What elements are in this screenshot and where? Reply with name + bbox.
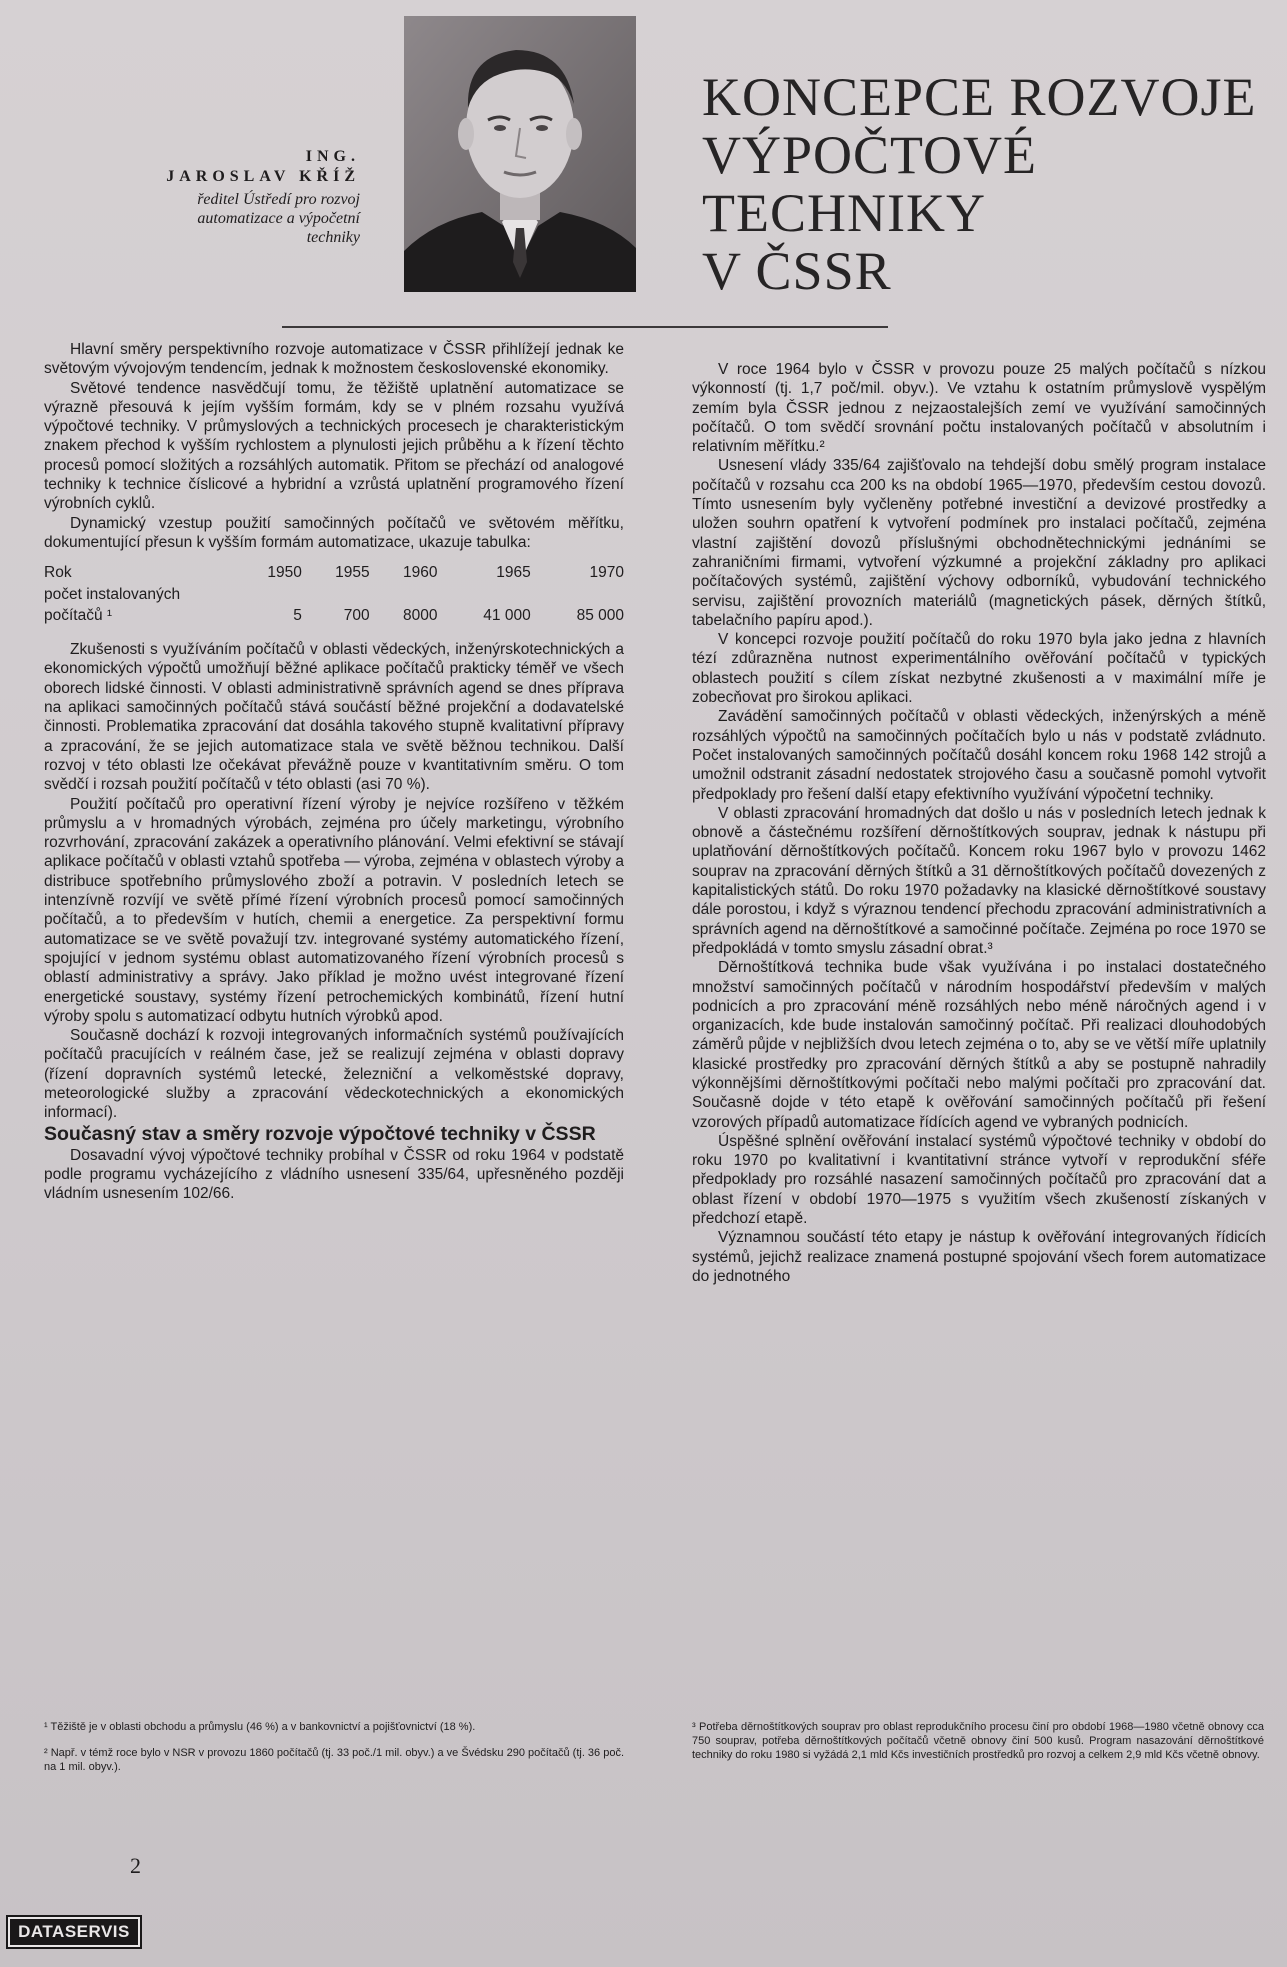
table-cell: 1965 xyxy=(496,564,531,582)
table-cell: 41 000 xyxy=(483,606,531,624)
paragraph: V koncepci rozvoje použití počítačů do roku 1970 byla jako jedna z hlavních tézí zdůrazněna nutnost experimentálního ověřování počítačů v typických oblastech použití s cílem získat nezbytné zkušenosti a v maximální míře je zobecňovat pro širokou aplikaci. xyxy=(692,631,1266,707)
author-portrait xyxy=(404,16,636,292)
footnote: ³ Potřeba děrnoštítkových souprav pro oblast reprodukčního procesu činí pro období 1968—1980 včetně obnovy cca 750 souprav, potřeba děrnoštítkových počítačů včetně obnovy činí 500 kusů. Program nasazování děrnoštítkové techniky do roku 1980 si vyžádá 2,1 mld Kčs investičních prostředků pro rozvoj a celkem 2,9 mld Kčs včetně obnovy. xyxy=(692,1721,1264,1761)
computer-count-table xyxy=(44,562,624,626)
title-line: VÝPOČTOVÉ xyxy=(702,125,1038,185)
table-cell: počet instalovaných xyxy=(44,585,181,603)
right-column xyxy=(692,360,1266,1286)
paragraph: Zkušenosti s využíváním počítačů v oblasti vědeckých, inženýrskotechnických a ekonomických výpočtů umožňují běžné aplikace počítačů prakticky téměř ve všech oborech lidské činnosti. V oblasti administrativně správních agend se dnes příprava na aplikaci samočinných počítačů stává součástí běžné projekční a dodavatelské činnosti. Problematika zpracování dat dosáhla takového stupně kvalitativní přípravy a zpracování, že se jejich automatizace stala ve světě běžnou technikou. Další rozvoj v této oblasti lze očekávat převážně pouze v kvantitativním směru. O tom svědčí i rozsah použití počítačů v této oblasti (asi 70 %). xyxy=(44,641,624,794)
paragraph: Hlavní směry perspektivního rozvoje automatizace v ČSSR přihlížejí jednak ke světovým vývojovým tendencím, jednak k možnostem československé ekonomiky. xyxy=(44,341,624,378)
paragraph: Dosavadní vývoj výpočtové techniky probíhal v ČSSR od roku 1964 v podstatě podle programu vycházejícího z vládního usnesení 335/64, upřesněného později vládním usnesením 102/66. xyxy=(44,1146,624,1203)
table-cell: 8000 xyxy=(402,606,438,624)
paragraph: V roce 1964 bylo v ČSSR v provozu pouze 25 malých počítačů s nízkou výkonností (tj. 1,7 poč/mil. obyv.). Ve vztahu k ostatním průmyslově vyspělým zemím byla ČSSR jednou z nejzaostalejších zemí ve využívání samočinných počítačů. O tom svědčí srovnání počtu instalovaných počítačů v absolutním i relativním měřítku.² xyxy=(692,361,1266,456)
table-row xyxy=(44,562,624,583)
paragraph: Významnou součástí této etapy je nástup k ověřování integrovaných řídicích systémů, jejichž realizace znamená postupné spojování všech forem automatizace do jednotného xyxy=(692,1229,1266,1285)
footnotes-right xyxy=(692,1720,1264,1774)
table-cell: 1970 xyxy=(589,564,624,582)
author-block xyxy=(60,148,360,247)
author-name: JAROSLAV KŘÍŽ xyxy=(166,168,360,185)
paragraph: Světové tendence nasvědčují tomu, že těžiště uplatnění automatizace se výrazně přesouvá k jejím vyšším formám, kdy se v plném rozsahu využívá výpočtové techniky. V průmyslových a technických procesech je charakteristickým znakem přechod k vyšším rychlostem a plynulosti jejich průběhu a k řízení těchto procesů pomocí složitých a rozsáhlých automatik. Přitom se přechází od analogové techniky k technice číslicové a hybridní a vzrůstá uplatnění programového řízení výrobních cyklů. xyxy=(44,379,624,513)
title-line: KONCEPCE ROZVOJE xyxy=(702,67,1257,127)
table-cell: 700 xyxy=(343,606,370,624)
table-row xyxy=(44,605,624,626)
author-role-line: techniky xyxy=(306,229,360,246)
article-title xyxy=(702,68,1262,300)
paragraph: Děrnoštítková technika bude však využívána i po instalaci dostatečného množství samočinných počítačů v národním hospodářství především v malých podnicích a pro zpracování méně rozsáhlých nebo méně náročných agend i v organizacích, kde bude instalován samočinný počítač. Při realizaci dlouhodobých záměrů půjde v nejbližších dvou letech zejména o to, aby se ve větší míře uplatnily klasické prostředky pro zpracování děrných štítků a aby se postupně nahradily výkonnějšími děrnoštítkovými počítači nebo malými počítači pro zpracování dat. Současně dojde v této etapě k ověřování samočinných počítačů při řešení vzorových případů automatizace řídících agend ve vybraných podnicích. xyxy=(692,959,1266,1131)
footnote: ² Např. v témž roce bylo v NSR v provozu 1860 počítačů (tj. 33 poč./1 mil. obyv.) a ve Švédsku 290 počítačů (tj. 36 poč. na 1 mil. obyv.). xyxy=(44,1747,625,1773)
table-cell: počítačů ¹ xyxy=(44,606,113,624)
table-cell: 1950 xyxy=(267,564,302,582)
page-number: 2 xyxy=(130,1853,141,1878)
left-column xyxy=(44,340,624,1203)
paragraph: Usnesení vlády 335/64 zajišťovalo na tehdejší dobu smělý program instalace počítačů v rozsahu cca 200 ks na období 1965—1970, především cestou dovozů. Tímto usnesením byly vyčleněny potřebné investiční a devizové prostředky a uložen souhrn opatření k vytvoření podmínek pro instalaci počítačů, zejména vlastní zajištění dovozů příslušnými obchodnětechnickými jednáními se zahraničními firmami, vytvoření výzkumné a projekční základny pro aplikaci počítačových systémů, zajištění výchovy odborníků, vybudování technického servisu, zajištění provozních materiálů (magnetických pásek, děrných štítků, tabelačního papíru apod.). xyxy=(692,457,1266,629)
author-role-line: ředitel Ústředí pro rozvoj xyxy=(197,191,360,208)
table-cell: Rok xyxy=(44,564,72,582)
footnotes-left xyxy=(44,1720,624,1786)
dataservis-logo: DATASERVIS xyxy=(6,1915,142,1949)
table-cell: 5 xyxy=(293,606,302,624)
paragraph: V oblasti zpracování hromadných dat došlo u nás v posledních letech jednak k obnově a částečnému rozšíření děrnoštítkových souprav, jednak k nástupu při uplatňování děrnoštítkových počítačů. Koncem roku 1967 bylo v provozu 1462 souprav na zpracování děrných štítků a 31 děrnoštítkových počítačů dovezených z kapitalistických států. Do roku 1970 požadavky na klasické děrnoštítkové soustavy dále porostou, i když s výraznou tendencí přechodu zpracování administrativních a správních agend na děrnoštítkové a samočinné počítače. Zejména po roce 1970 se předpokládá v tomto smyslu zásadní obrat.³ xyxy=(692,804,1266,957)
table-cell: 1955 xyxy=(335,564,370,582)
title-line: V ČSSR xyxy=(702,241,892,301)
table-row xyxy=(44,584,624,605)
title-line: TECHNIKY xyxy=(702,183,986,243)
paragraph: Použití počítačů pro operativní řízení výroby je nejvíce rozšířeno v těžkém průmyslu a v hromadných výrobách, zejména pro účely marketingu, výrobního rozvrhování, zpracování zakázek a operativního plánování. Velmi efektivní se stávají aplikace počítačů v oblasti vztahů spotřeba — výroba, zejména v oblastech výroby a distribuce spotřebního průmyslového zboží a potravin. V posledních letech se intenzívně rozvíjí ve světě přímé řízení výrobních procesů pomocí samočinných počítačů, a to především v hutích, chemii a energetice. Za perspektivní formu automatizace se ve světě považují tzv. integrované systémy automatického řízení, spojující v jednom systému oblast automatizovaného řízení výrobních procesů s oblastí administrativy a správy. Jako příklad je možno uvést integrované řízení energetické soustavy, systémy řízení petrochemických kombinátů, řízení hutní výroby spolu s automatizací odbytu hutních výrobků apod. xyxy=(44,795,624,1025)
section-heading: Současný stav a směry rozvoje výpočtové techniky v ČSSR xyxy=(44,1122,596,1145)
footnote: ¹ Těžiště je v oblasti obchodu a průmyslu (46 %) a v bankovnictví a pojišťovnictví (18 %). xyxy=(44,1721,476,1733)
paragraph: Zavádění samočinných počítačů v oblasti vědeckých, inženýrských a méně rozsáhlých výpočtů na samočinných počítačích bylo u nás v podstatě zvládnuto. Počet instalovaných samočinných počítačů dosáhl koncem roku 1968 142 strojů a umožnil odstranit zásadní nedostatek strojového času a současně pomohl vytvořit předpoklady pro řešení další etapy efektivního využívání výpočetní techniky. xyxy=(692,708,1266,803)
paragraph: Dynamický vzestup použití samočinných počítačů ve světovém měřítku, dokumentující přesun k vyšším formám automatizace, ukazuje tabulka: xyxy=(44,514,624,551)
author-degree: ING. xyxy=(305,148,360,165)
author-role-line: automatizace a výpočetní xyxy=(197,210,360,227)
title-divider xyxy=(282,326,888,328)
table-cell: 1960 xyxy=(402,564,438,582)
table-cell: 85 000 xyxy=(576,606,624,624)
author-role xyxy=(60,190,360,247)
paragraph: Úspěšné splnění ověřování instalací systémů výpočtové techniky v období do roku 1970 po kvalitativní i kvantitativní stránce vytvoří v reprodukční sféře předpoklady pro rozsáhlé nasazení samočinných počítačů pro zpracování dat a oblast řízení v období 1970—1975 s využitím všech zkušeností získaných v předchozí etapě. xyxy=(692,1132,1266,1228)
paragraph: Současně dochází k rozvoji integrovaných informačních systémů používajících počítačů pracujících v reálném čase, jež se realizují zejména v oblasti dopravy (řízení dopravních systémů letecké, železniční a velkoměstské dopravy, meteorologické služby a zpracování vědeckotechnických a ekonomických informací). xyxy=(44,1027,624,1122)
